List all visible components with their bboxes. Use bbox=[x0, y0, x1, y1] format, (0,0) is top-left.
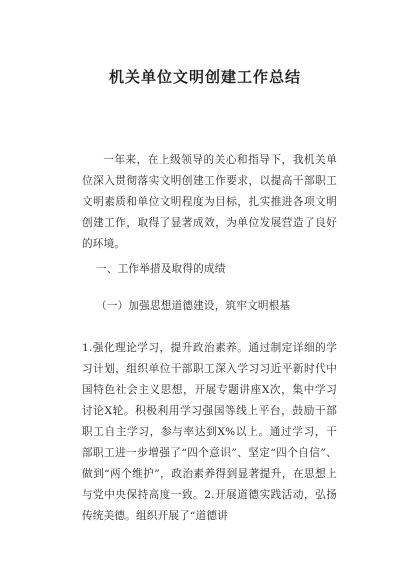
subsection-heading: （一）加强思想道德建设，筑牢文明根基 bbox=[96, 300, 291, 312]
intro-paragraph: 一年来，在上级领导的关心和指导下，我机关单位深入贯彻落实文明创建工作要求，以提高干部职工文明素质和单位文明程度为目标，扎实推进各项文明创建工作，取得了显著成效，为单位发展营造了良好的环境。 bbox=[82, 154, 337, 250]
document-title: 机关单位文明创建工作总结 bbox=[108, 68, 301, 86]
body-paragraph: 1.强化理论学习，提升政治素养。通过制定详细的学习计划，组织单位干部职工深入学习习近平新时代中国特色社会主义思想，开展专题讲座X次，集中学习讨论X轮。积极利用学习强国等线上平台，鼓励干部职工自主学习，参与率达到X%以上。通过学习，干部职工进一步增强了“四个意识”、坚定“四个自信”、做到“两个维护”，政治素养得到显著提升，在思想上与党中央保持高度一致。2.开展道德实践活动，弘扬传统美德。组织开展了“道德讲 bbox=[82, 342, 337, 522]
section-heading: 一、工作举措及取得的成绩 bbox=[96, 263, 226, 275]
